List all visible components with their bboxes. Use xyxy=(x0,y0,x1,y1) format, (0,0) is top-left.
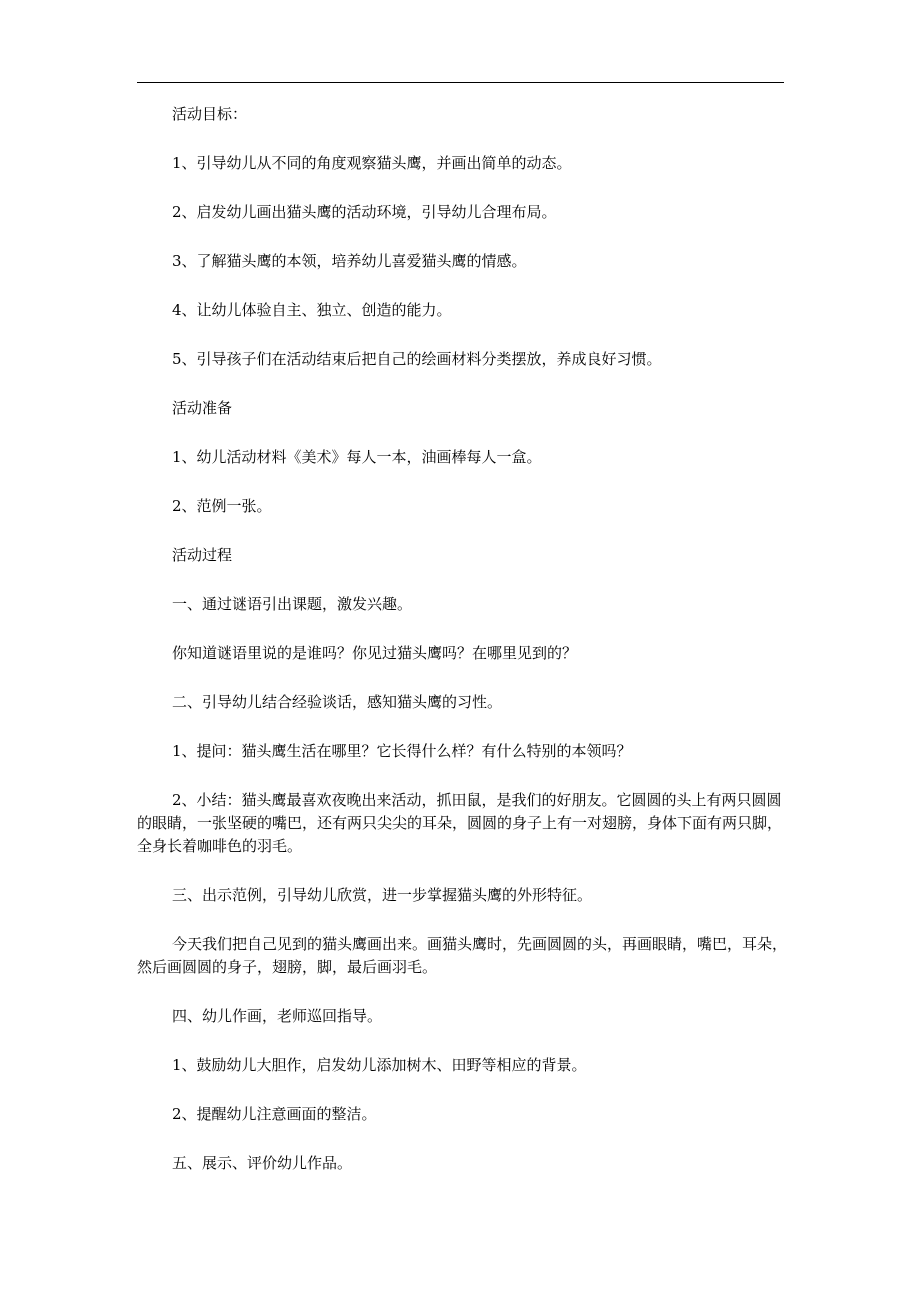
process-text: 1、鼓励幼儿大胆作，启发幼儿添加树木、田野等相应的背景。 xyxy=(172,1056,587,1074)
process-step: 五、展示、评价幼儿作品。 xyxy=(172,1154,353,1172)
goal-item: 2、启发幼儿画出猫头鹰的活动环境，引导幼儿合理布局。 xyxy=(172,203,557,221)
goal-item: 1、引导幼儿从不同的角度观察猫头鹰，并画出简单的动态。 xyxy=(172,154,572,172)
document-body xyxy=(137,103,787,1201)
goal-item: 3、了解猫头鹰的本领，培养幼儿喜爱猫头鹰的情感。 xyxy=(172,252,527,270)
process-text: 今天我们把自己见到的猫头鹰画出来。画猫头鹰时，先画圆圆的头，再画眼睛，嘴巴，耳朵，然后画圆圆的身子，翅膀，脚，最后画羽毛。 xyxy=(137,935,788,976)
process-text: 你知道谜语里说的是谁吗？你见过猫头鹰吗？在哪里见到的？ xyxy=(172,644,578,662)
header-rule xyxy=(137,82,784,83)
process-step: 三、出示范例，引导幼儿欣赏，进一步掌握猫头鹰的外形特征。 xyxy=(172,886,593,904)
heading-activity-goals: 活动目标： xyxy=(172,105,248,123)
heading-activity-preparation: 活动准备 xyxy=(172,399,233,417)
goal-item: 5、引导孩子们在活动结束后把自己的绘画材料分类摆放，养成良好习惯。 xyxy=(172,350,662,368)
process-text: 2、提醒幼儿注意画面的整洁。 xyxy=(172,1105,377,1123)
process-text: 2、小结：猫头鹰最喜欢夜晚出来活动，抓田鼠，是我们的好朋友。它圆圆的头上有两只圆圆的眼睛，一张坚硬的嘴巴，还有两只尖尖的耳朵，圆圆的身子上有一对翅膀，身体下面有两只脚，全身长着咖啡色的羽毛。 xyxy=(137,791,783,855)
heading-activity-process: 活动过程 xyxy=(172,546,233,564)
preparation-item: 1、幼儿活动材料《美术》每人一本，油画棒每人一盒。 xyxy=(172,448,542,466)
goal-item: 4、让幼儿体验自主、独立、创造的能力。 xyxy=(172,301,452,319)
preparation-item: 2、范例一张。 xyxy=(172,497,272,515)
process-step: 四、幼儿作画，老师巡回指导。 xyxy=(172,1007,383,1025)
process-step: 二、引导幼儿结合经验谈话，感知猫头鹰的习性。 xyxy=(172,693,503,711)
process-step: 一、通过谜语引出课题，激发兴趣。 xyxy=(172,595,413,613)
process-text: 1、提问：猫头鹰生活在哪里？它长得什么样？有什么特别的本领吗？ xyxy=(172,742,632,760)
